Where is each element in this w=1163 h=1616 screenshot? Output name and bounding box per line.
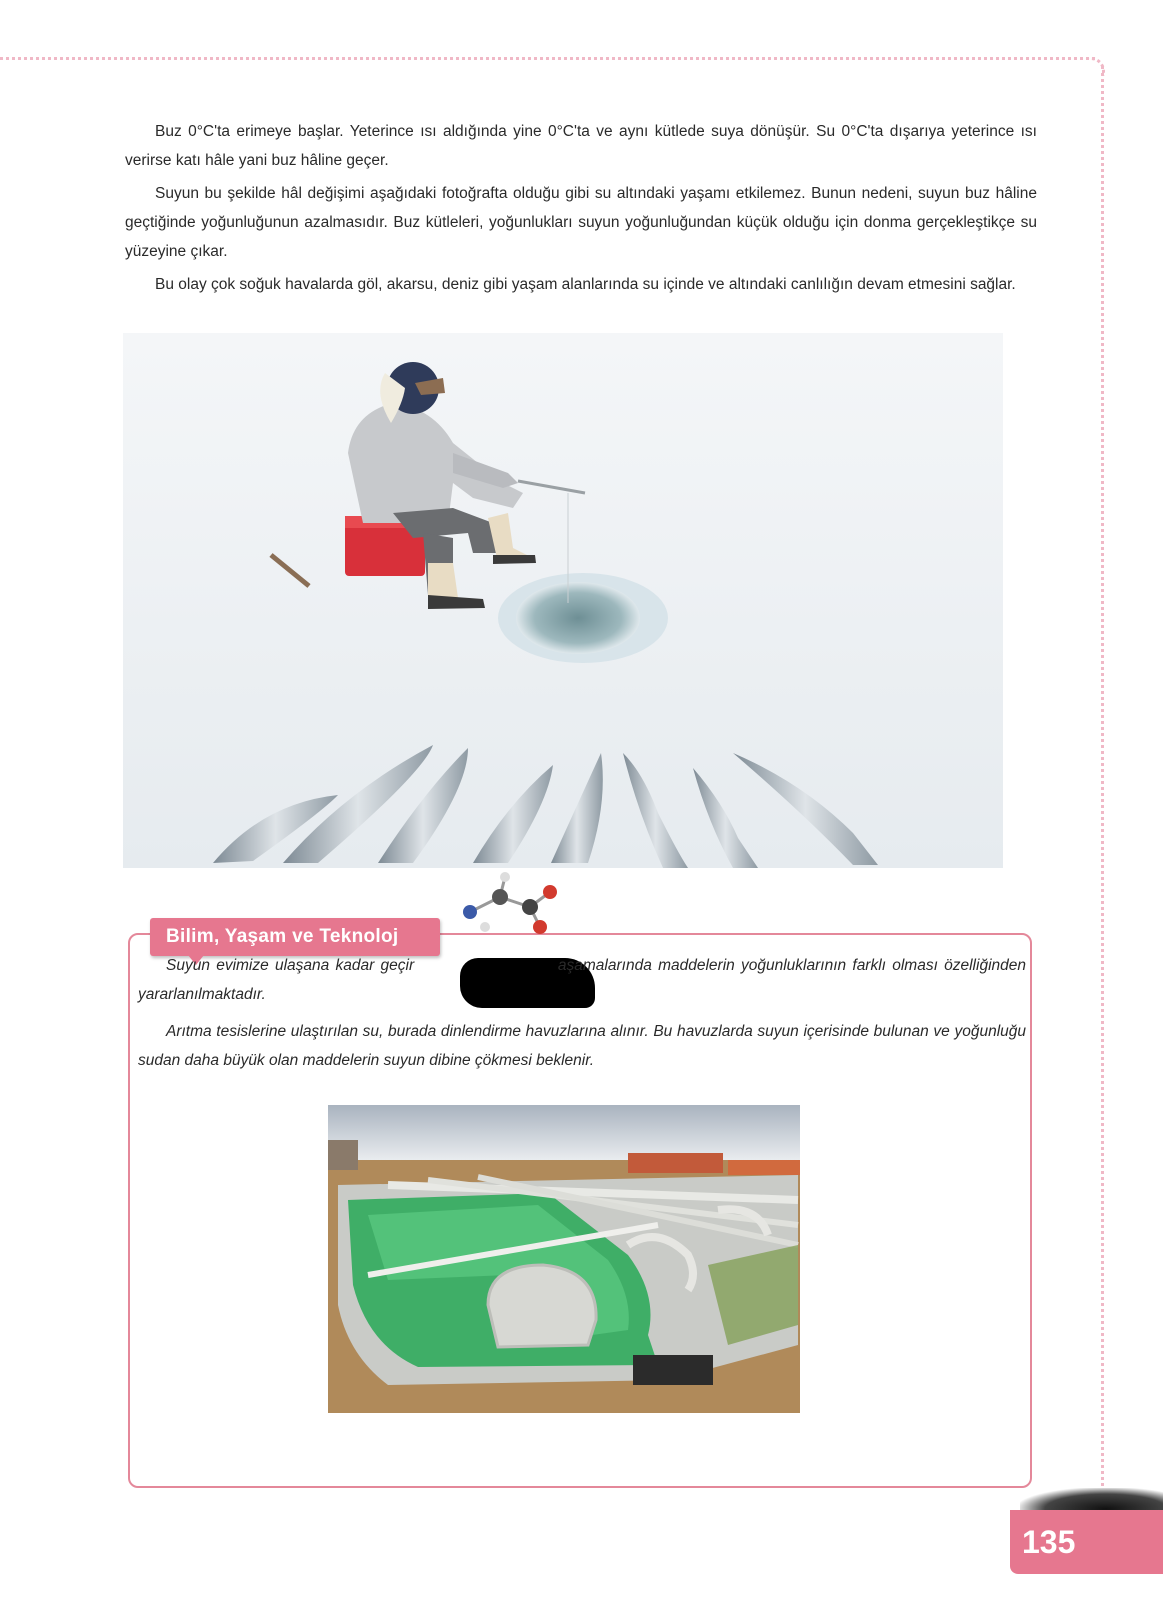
box-paragraph-2: Arıtma tesislerine ulaştırılan su, burada dinlendirme havuzlarına alınır. Bu havuzlarda suyun içerisinde bulunan ve yoğunluğu sudan daha büyük olan maddelerin suyun dibine çökmesi beklenir. [138, 1023, 1026, 1069]
ice-fishing-illustration [123, 333, 1003, 868]
paragraph-1: Buz 0°C'ta erimeye başlar. Yeterince ısı aldığında yine 0°C'ta ve aynı kütlede suya dönüşür. Su 0°C'ta dışarıya yeterince ısı verirse katı hâle yani buz hâline geçer. [125, 123, 1037, 169]
box-paragraph-1: Suyun evimize ulaşana kadar geçir aşamalarında maddelerin yoğunluklarının farklı olması özelliğinden yararlanılmaktadır. [138, 957, 1031, 1003]
page-number: 135 [1010, 1510, 1163, 1574]
paragraph-3: Bu olay çok soğuk havalarda göl, akarsu, deniz gibi yaşam alanlarında su içinde ve altındaki canlılığın devam etmesini sağlar. [155, 276, 1016, 293]
molecule-icon [440, 872, 570, 944]
dotted-right-border [1101, 66, 1104, 1486]
paragraph-2: Suyun bu şekilde hâl değişimi aşağıdaki fotoğrafta olduğu gibi su altındaki yaşamı etkilemez. Bunun nedeni, suyun buz hâline geçtiğinde yoğunluğunun azalmasıdır. Buz kütleleri, yoğunlukları suyun yoğunluğundan küçük olduğu için donma gerçekleştikçe su yüzeyine çıkar. [125, 185, 1037, 260]
box-text [138, 951, 1031, 1075]
box-title: Bilim, Yaşam ve Teknoloj [150, 918, 440, 956]
ice-fishing-photo [123, 333, 1003, 868]
treatment-plant-photo [328, 1105, 800, 1413]
treatment-plant-illustration [328, 1105, 800, 1413]
main-text [125, 117, 1037, 299]
dotted-top-border [0, 57, 1095, 60]
